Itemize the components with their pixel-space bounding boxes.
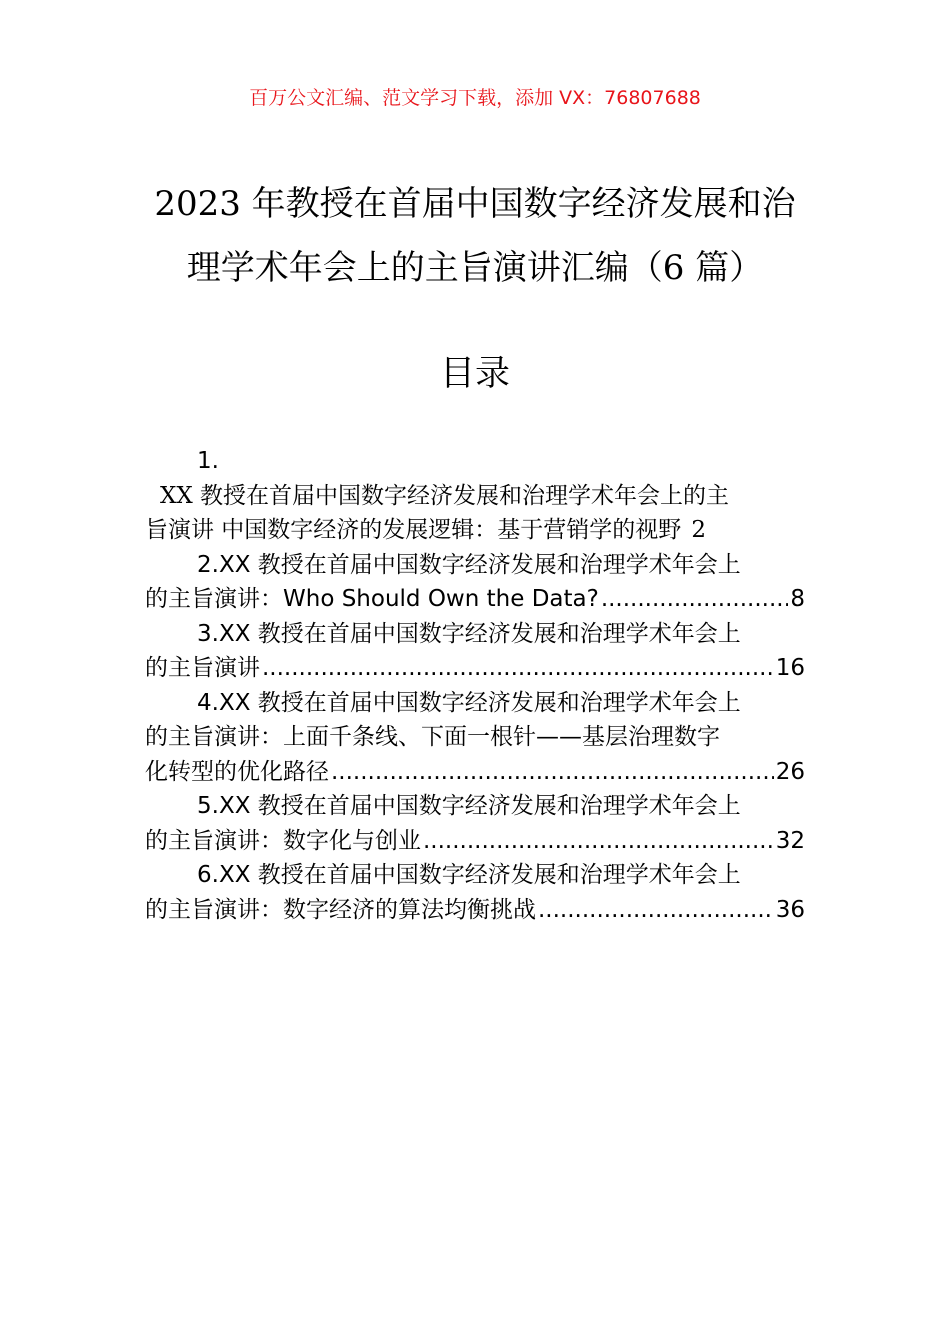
toc-page-number: 8 xyxy=(790,586,805,612)
toc-page-number: 2 xyxy=(691,517,706,543)
toc-dot-leader xyxy=(423,824,774,859)
toc-entry-last-line: 的主旨演讲 ..... 16 xyxy=(145,651,805,686)
toc-heading: 目录 xyxy=(439,354,510,394)
toc-entry-text-line: 4.XX 教授在首届中国数字经济发展和治理学术年会上 xyxy=(197,689,741,716)
toc-entry-text-line: 6.XX 教授在首届中国数字经济发展和治理学术年会上 xyxy=(197,862,741,888)
toc-entry-2[interactable] xyxy=(145,548,805,617)
document-title-line-2: 理学术年会上的主旨演讲汇编（6 篇） xyxy=(186,248,764,288)
header-note: 百万公文汇编、范文学习下载，添加 VX：76807688 xyxy=(249,87,701,109)
toc-entry-number: 1. xyxy=(197,448,219,474)
document-title xyxy=(120,172,830,300)
toc-entry-text-line: 5.XX 教授在首届中国数字经济发展和治理学术年会上 xyxy=(197,793,741,819)
toc-entry-last-line: 的主旨演讲：Who Should Own the Data? ..... 8 xyxy=(145,582,805,617)
toc-page-number: 32 xyxy=(775,827,805,854)
toc-entry-last-line: 旨演讲 中国数字经济的发展逻辑：基于营销学的视野 2 xyxy=(145,513,805,548)
toc-page-number: 16 xyxy=(775,655,805,681)
toc-entry-text-line: 的主旨演讲：上面千条线、下面一根针——基层治理数字 xyxy=(145,724,720,750)
toc-entry-text-line: 3.XX 教授在首届中国数字经济发展和治理学术年会上 xyxy=(197,620,741,647)
toc-page-number: 26 xyxy=(775,758,805,785)
toc-dot-leader xyxy=(262,651,774,686)
toc-entry-5[interactable] xyxy=(145,789,805,858)
toc-dot-leader xyxy=(538,893,774,928)
toc-page-number: 36 xyxy=(775,896,805,923)
toc-entry-last-line: 的主旨演讲：数字经济的算法均衡挑战 ..... 36 xyxy=(145,893,805,928)
toc-entry-text-line: 2.XX 教授在首届中国数字经济发展和治理学术年会上 xyxy=(197,551,741,578)
document-title-line-1: 2023 年教授在首届中国数字经济发展和治 xyxy=(154,184,796,224)
toc-entry-text-line: XX 教授在首届中国数字经济发展和治理学术年会上的主 xyxy=(160,482,730,509)
table-of-contents xyxy=(145,444,805,927)
toc-entry-last-line: 化转型的优化路径 ..... 26 xyxy=(145,755,805,790)
toc-entry-last-line: 的主旨演讲：数字化与创业 ..... 32 xyxy=(145,824,805,859)
toc-entry-4[interactable] xyxy=(145,686,805,790)
toc-entry-1[interactable] xyxy=(145,444,805,548)
toc-dot-leader xyxy=(601,582,789,617)
toc-entry-3[interactable] xyxy=(145,617,805,686)
toc-dot-leader xyxy=(331,755,774,790)
toc-entry-6[interactable] xyxy=(145,858,805,927)
